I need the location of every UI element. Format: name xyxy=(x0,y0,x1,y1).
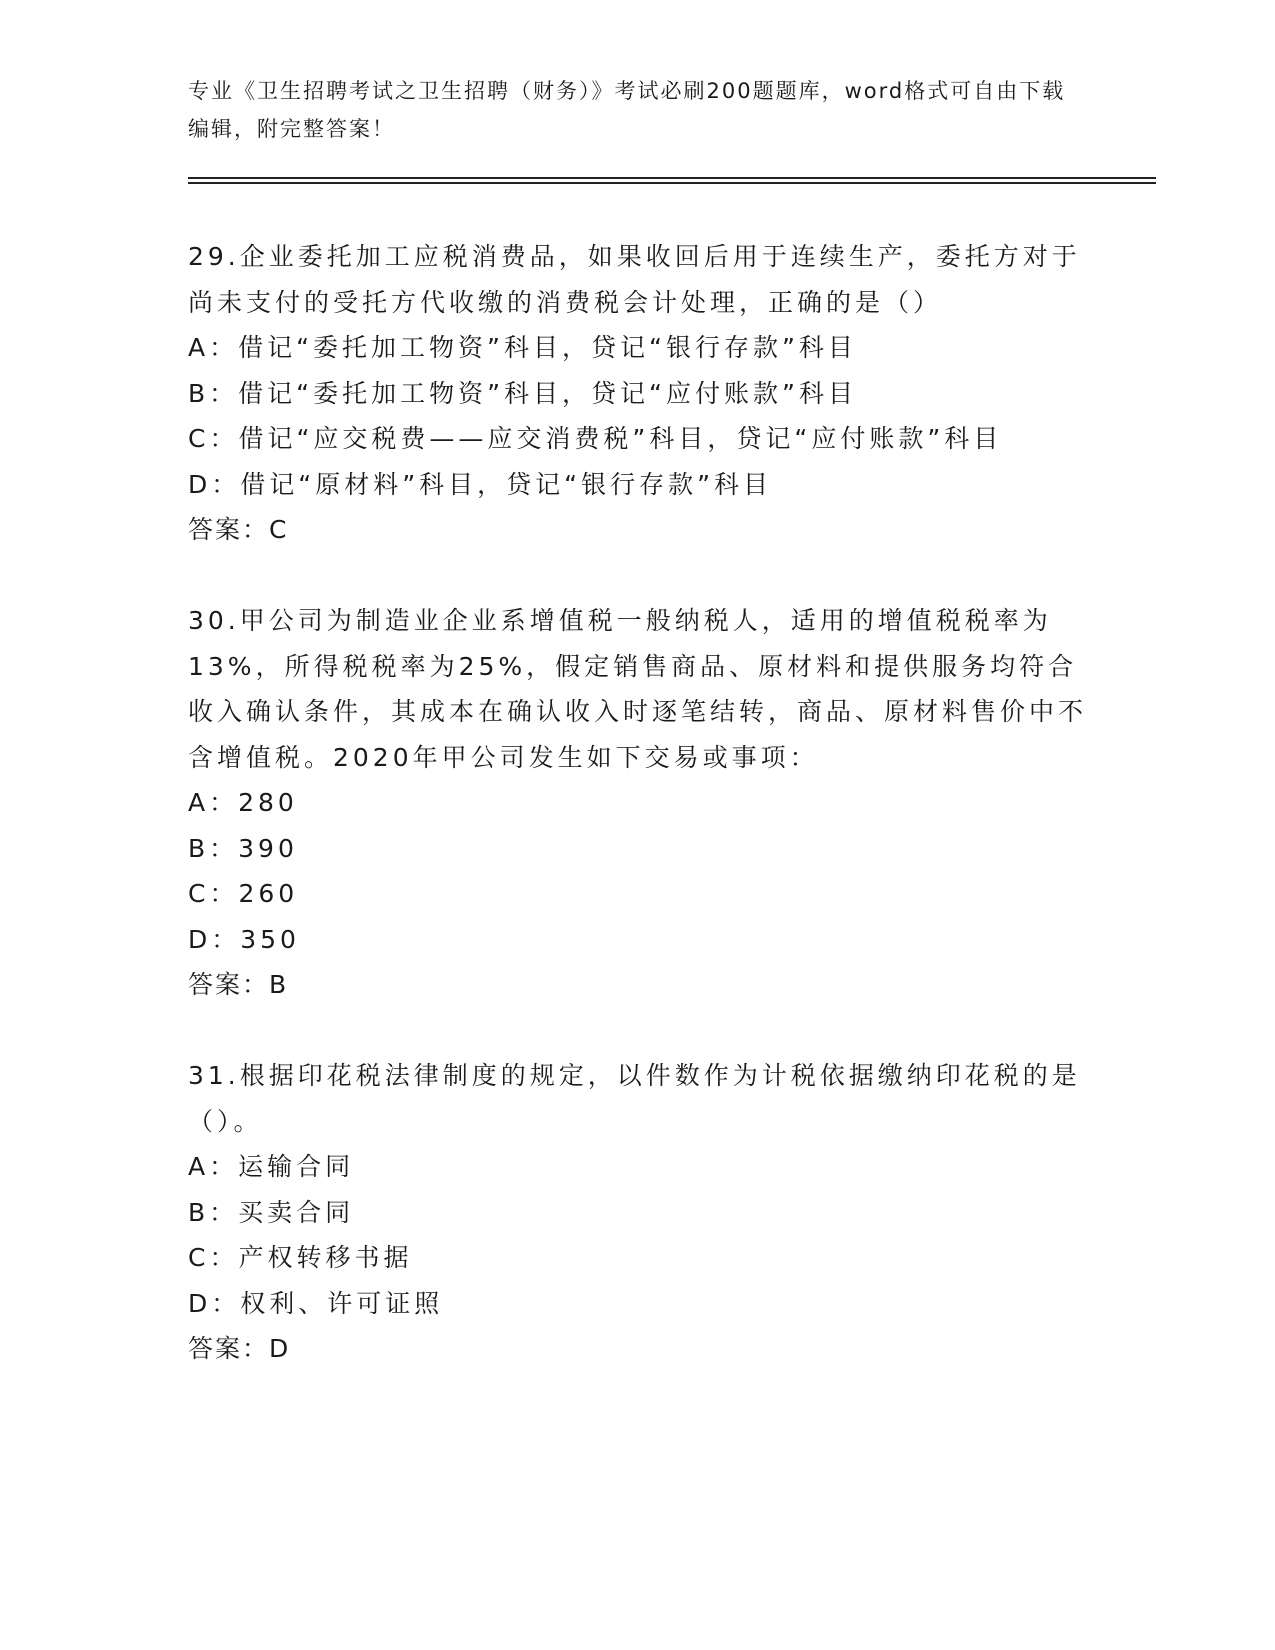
question-stem: 31.根据印花税法律制度的规定，以件数作为计税依据缴纳印花税的是（）。 xyxy=(188,1061,1081,1136)
option-d: D：借记“原材料”科目，贷记“银行存款”科目 xyxy=(188,469,773,499)
header-divider-bottom xyxy=(188,182,1156,184)
answer-label: 答案：C xyxy=(188,515,289,544)
option-a: A：借记“委托加工物资”科目，贷记“银行存款”科目 xyxy=(188,333,857,362)
question-30 xyxy=(188,598,1088,1008)
option-c: C：产权转移书据 xyxy=(188,1243,413,1272)
header-divider-top xyxy=(188,177,1156,179)
header-text: 专业《卫生招聘考试之卫生招聘（财务）》考试必刷200题题库，word格式可自由下载编辑，附完整答案！ xyxy=(188,79,1066,141)
question-29 xyxy=(188,234,1088,553)
option-d: D：350 xyxy=(188,924,300,954)
option-a: A：280 xyxy=(188,788,298,817)
option-d: D：权利、许可证照 xyxy=(188,1288,444,1318)
option-b: B：390 xyxy=(188,833,298,863)
option-c: C：260 xyxy=(188,879,299,908)
option-b: B：买卖合同 xyxy=(188,1197,355,1227)
document-header xyxy=(188,72,1068,148)
answer-label: 答案：B xyxy=(188,970,289,999)
option-b: B：借记“委托加工物资”科目，贷记“应付账款”科目 xyxy=(188,378,857,408)
option-a: A：运输合同 xyxy=(188,1152,355,1181)
question-stem: 30.甲公司为制造业企业系增值税一般纳税人，适用的增值税税率为13%，所得税税率为25%，假定销售商品、原材料和提供服务均符合收入确认条件，其成本在确认收入时逐笔结转，商品、原材料售价中不含增值税。2020年甲公司发生如下交易或事项： xyxy=(188,606,1088,772)
answer-label: 答案：D xyxy=(188,1334,291,1363)
question-stem: 29.企业委托加工应税消费品，如果收回后用于连续生产，委托方对于尚未支付的受托方代收缴的消费税会计处理，正确的是（） xyxy=(188,242,1081,317)
option-c: C：借记“应交税费——应交消费税”科目，贷记“应付账款”科目 xyxy=(188,424,1003,453)
question-31 xyxy=(188,1053,1088,1372)
